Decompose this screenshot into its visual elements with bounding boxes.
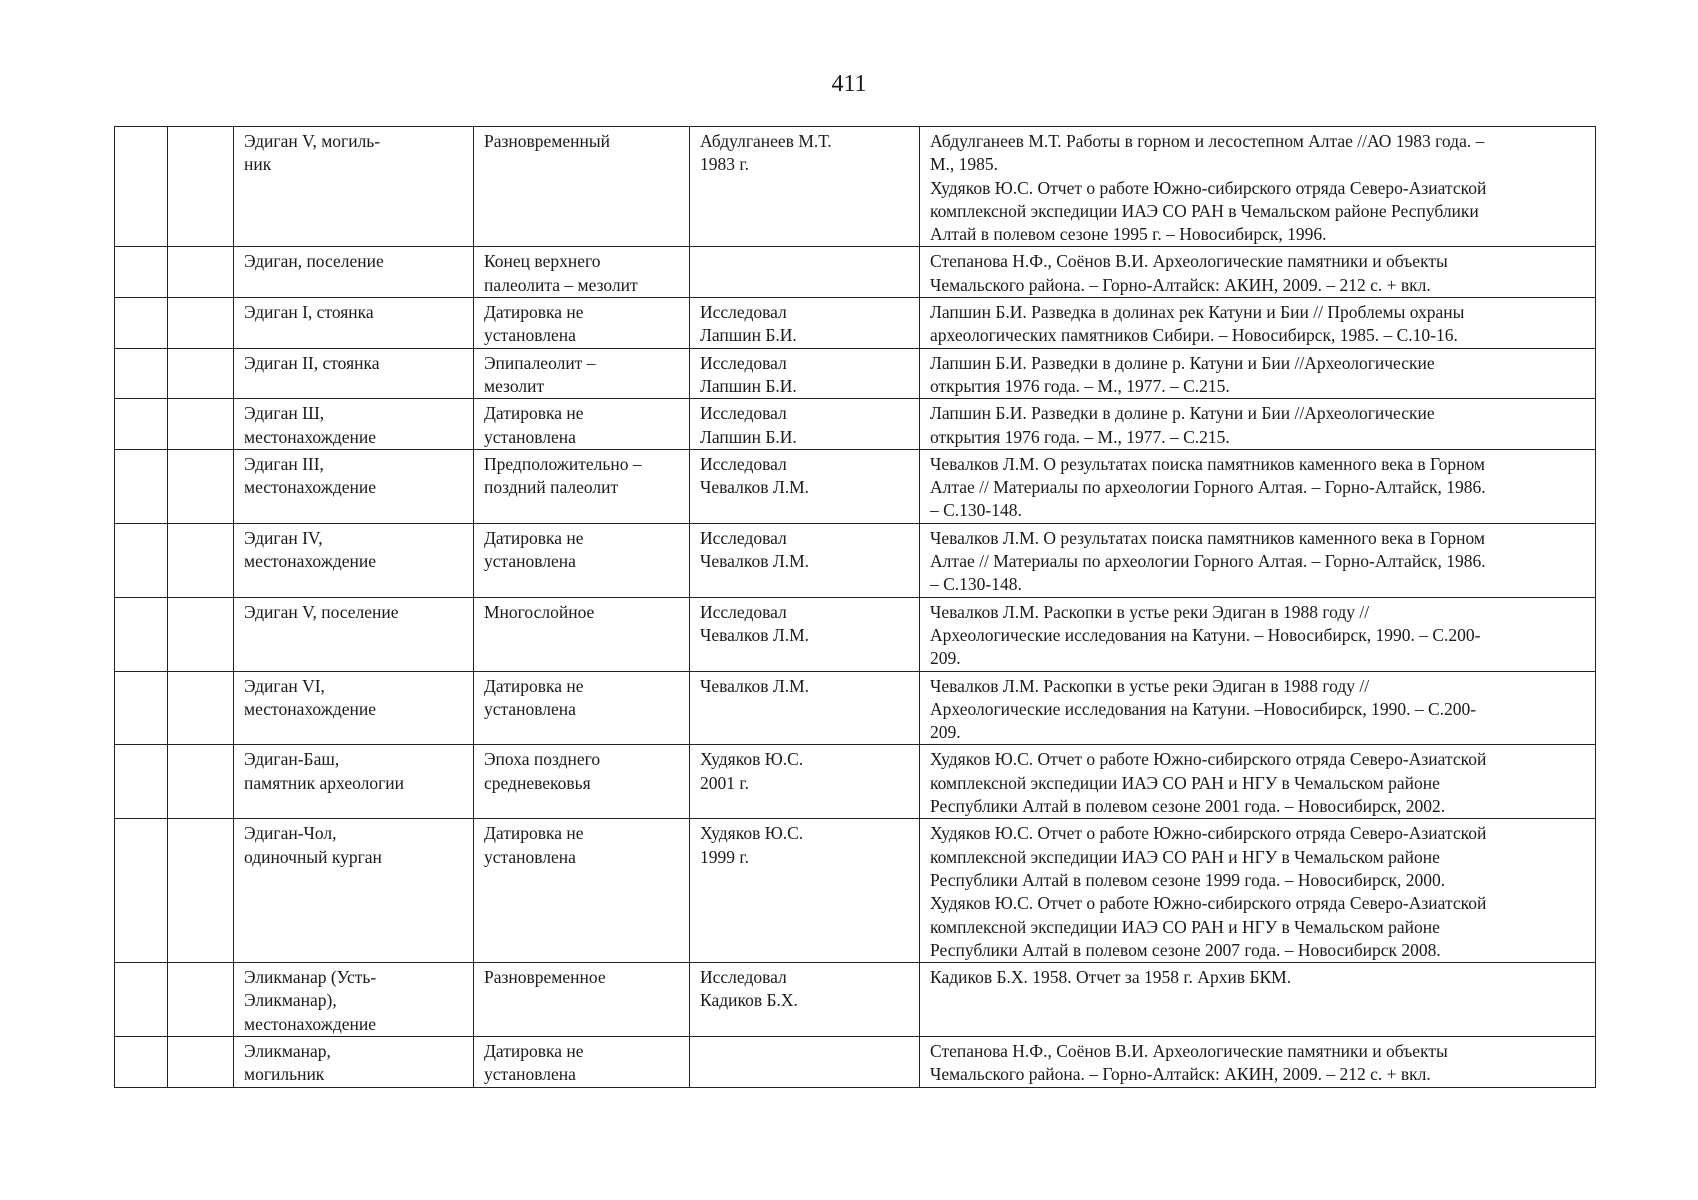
researcher-cell: [690, 348, 920, 399]
literature-line: Алтае // Материалы по археологии Горного Алтая. – Горно-Алтайск, 1986.: [930, 551, 1486, 572]
monument-name-cell: [234, 399, 474, 450]
index-cell: [168, 449, 234, 523]
dating-line: поздний палеолит: [484, 477, 619, 498]
dating-cell: [474, 127, 690, 247]
table-row: [115, 523, 1596, 597]
researcher-cell: [690, 671, 920, 745]
index-cell: [168, 745, 234, 819]
literature-line: 209.: [930, 722, 961, 743]
literature-line: Чевалков Л.М. О результатах поиска памятников каменного века в Горном: [930, 453, 1485, 474]
table-row: [115, 247, 1596, 298]
literature-cell: [920, 671, 1596, 745]
researcher-line: Чевалков Л.М.: [700, 551, 810, 572]
researcher-line: Лапшин Б.И.: [700, 375, 797, 396]
dating-cell: [474, 1036, 690, 1087]
researcher-line: Исследовал: [700, 527, 787, 548]
dating-line: установлена: [484, 325, 576, 346]
table-row: [115, 819, 1596, 963]
literature-line: Лапшин Б.И. Разведка в долинах рек Катуни и Бии // Проблемы охраны: [930, 302, 1465, 323]
literature-line: открытия 1976 года. – М., 1977. – С.215.: [930, 375, 1230, 396]
literature-cell: [920, 449, 1596, 523]
number-cell: [115, 348, 168, 399]
dating-line: установлена: [484, 551, 576, 572]
monument-name-line: Эдиган III,: [244, 453, 324, 474]
dating-line: палеолита – мезолит: [484, 274, 638, 295]
researcher-line: Худяков Ю.С.: [700, 823, 804, 844]
dating-cell: [474, 348, 690, 399]
index-cell: [168, 1036, 234, 1087]
monument-name-line: местонахождение: [244, 551, 377, 572]
literature-cell: [920, 597, 1596, 671]
monuments-table: [114, 126, 1596, 1088]
literature-cell: [920, 247, 1596, 298]
researcher-line: Чевалков Л.М.: [700, 477, 810, 498]
researcher-cell: [690, 247, 920, 298]
index-cell: [168, 298, 234, 349]
monument-name-line: местонахождение: [244, 1013, 377, 1034]
monument-name-cell: [234, 819, 474, 963]
dating-cell: [474, 671, 690, 745]
literature-line: М., 1985.: [930, 154, 999, 175]
number-cell: [115, 399, 168, 450]
researcher-cell: [690, 597, 920, 671]
dating-line: Разновременный: [484, 131, 611, 151]
monument-name-cell: [234, 745, 474, 819]
researcher-line: Худяков Ю.С.: [700, 749, 804, 770]
index-cell: [168, 819, 234, 963]
literature-cell: [920, 298, 1596, 349]
monument-name-cell: [234, 597, 474, 671]
dating-line: Разновременное: [484, 967, 606, 988]
dating-line: Датировка не: [484, 1040, 584, 1061]
literature-line: Лапшин Б.И. Разведки в долине р. Катуни и Бии //Археологические: [930, 352, 1435, 373]
researcher-line: Абдулганеев М.Т.: [700, 131, 832, 151]
dating-line: мезолит: [484, 375, 545, 396]
number-cell: [115, 247, 168, 298]
table-row: [115, 348, 1596, 399]
table-row: [115, 745, 1596, 819]
monument-name-line: Эдиган VI,: [244, 675, 325, 696]
dating-cell: [474, 819, 690, 963]
index-cell: [168, 399, 234, 450]
index-cell: [168, 127, 234, 247]
dating-line: установлена: [484, 426, 576, 447]
monument-name-line: памятник археологии: [244, 772, 405, 793]
monument-name-line: Эдиган Ш,: [244, 403, 325, 424]
researcher-line: Исследовал: [700, 453, 787, 474]
researcher-cell: [690, 819, 920, 963]
literature-line: комплексной экспедиции ИАЭ СО РАН и НГУ в Чемальском районе: [930, 916, 1440, 937]
monument-name-cell: [234, 348, 474, 399]
dating-cell: [474, 597, 690, 671]
dating-cell: [474, 523, 690, 597]
table-row: [115, 399, 1596, 450]
monument-name-line: одиночный курган: [244, 846, 382, 867]
number-cell: [115, 127, 168, 247]
dating-line: Датировка не: [484, 302, 584, 323]
researcher-line: Кадиков Б.Х.: [700, 990, 798, 1011]
index-cell: [168, 671, 234, 745]
monument-name-cell: [234, 963, 474, 1037]
monument-name-line: Эдиган-Чол,: [244, 823, 337, 844]
dating-line: Датировка не: [484, 823, 584, 844]
index-cell: [168, 597, 234, 671]
researcher-line: Исследовал: [700, 352, 787, 373]
monument-name-cell: [234, 247, 474, 298]
literature-line: – С.130-148.: [930, 574, 1022, 595]
researcher-cell: [690, 523, 920, 597]
dating-cell: [474, 298, 690, 349]
literature-line: Кадиков Б.Х. 1958. Отчет за 1958 г. Архив БКМ.: [930, 967, 1292, 988]
literature-line: Степанова Н.Ф., Соёнов В.И. Археологические памятники и объекты: [930, 251, 1448, 272]
dating-line: Многослойное: [484, 601, 595, 622]
monument-name-cell: [234, 1036, 474, 1087]
monument-name-line: Эдиган I, стоянка: [244, 302, 374, 323]
dating-cell: [474, 247, 690, 298]
researcher-cell: [690, 127, 920, 247]
literature-line: Чевалков Л.М. Раскопки в устье реки Эдиган в 1988 году //: [930, 675, 1370, 696]
researcher-cell: [690, 298, 920, 349]
researcher-line: Исследовал: [700, 302, 787, 323]
monument-name-line: Эдиган V, могиль-: [244, 131, 381, 151]
literature-line: Чемальского района. – Горно-Алтайск: АКИН, 2009. – 212 с. + вкл.: [930, 1064, 1431, 1085]
literature-line: Худяков Ю.С. Отчет о работе Южно-сибирского отряда Северо-Азиатской: [930, 893, 1487, 914]
dating-cell: [474, 449, 690, 523]
dating-line: средневековья: [484, 772, 591, 793]
dating-line: Конец верхнего: [484, 251, 601, 272]
literature-line: 209.: [930, 648, 961, 669]
literature-cell: [920, 127, 1596, 247]
dating-line: Датировка не: [484, 675, 584, 696]
number-cell: [115, 963, 168, 1037]
literature-line: Чемальского района. – Горно-Алтайск: АКИН, 2009. – 212 с. + вкл.: [930, 274, 1431, 295]
literature-line: Алтае // Материалы по археологии Горного Алтая. – Горно-Алтайск, 1986.: [930, 477, 1486, 498]
literature-cell: [920, 348, 1596, 399]
researcher-line: Лапшин Б.И.: [700, 426, 797, 447]
table-row: [115, 597, 1596, 671]
table-row: [115, 127, 1596, 247]
table-body: [115, 127, 1596, 1088]
literature-cell: [920, 819, 1596, 963]
number-cell: [115, 819, 168, 963]
literature-cell: [920, 963, 1596, 1037]
monument-name-line: местонахождение: [244, 426, 377, 447]
researcher-line: Исследовал: [700, 967, 787, 988]
page-number: 411: [831, 71, 867, 97]
literature-line: Археологические исследования на Катуни. – Новосибирск, 1990. – С.200-: [930, 624, 1481, 645]
researcher-line: Исследовал: [700, 403, 787, 424]
researcher-cell: [690, 963, 920, 1037]
dating-cell: [474, 399, 690, 450]
literature-line: Алтай в полевом сезоне 1995 г. – Новосибирск, 1996.: [930, 224, 1327, 245]
monument-name-line: местонахождение: [244, 698, 377, 719]
monument-name-line: Эдиган II, стоянка: [244, 352, 380, 373]
dating-line: Датировка не: [484, 527, 584, 548]
dating-cell: [474, 963, 690, 1037]
number-cell: [115, 449, 168, 523]
literature-line: Республики Алтай в полевом сезоне 2007 года. – Новосибирск 2008.: [930, 939, 1441, 960]
number-cell: [115, 523, 168, 597]
researcher-cell: [690, 745, 920, 819]
dating-line: установлена: [484, 846, 576, 867]
researcher-cell: [690, 449, 920, 523]
number-cell: [115, 671, 168, 745]
monument-name-line: могильник: [244, 1064, 325, 1085]
monument-name-line: местонахождение: [244, 477, 377, 498]
dating-line: установлена: [484, 698, 576, 719]
number-cell: [115, 1036, 168, 1087]
dating-cell: [474, 745, 690, 819]
literature-line: комплексной экспедиции ИАЭ СО РАН в Чемальском районе Республики: [930, 200, 1479, 221]
researcher-cell: [690, 399, 920, 450]
index-cell: [168, 963, 234, 1037]
researcher-line: Чевалков Л.М.: [700, 675, 810, 696]
literature-line: – С.130-148.: [930, 500, 1022, 521]
literature-line: Абдулганеев М.Т. Работы в горном и лесостепном Алтае //АО 1983 года. –: [930, 131, 1485, 151]
monument-name-cell: [234, 671, 474, 745]
literature-line: Степанова Н.Ф., Соёнов В.И. Археологические памятники и объекты: [930, 1040, 1448, 1061]
index-cell: [168, 523, 234, 597]
literature-line: археологических памятников Сибири. – Новосибирск, 1985. – С.10-16.: [930, 325, 1458, 346]
literature-cell: [920, 1036, 1596, 1087]
researcher-cell: [690, 1036, 920, 1087]
monument-name-cell: [234, 298, 474, 349]
table-row: [115, 298, 1596, 349]
monument-name-line: Эдиган IV,: [244, 527, 323, 548]
literature-line: Худяков Ю.С. Отчет о работе Южно-сибирского отряда Северо-Азиатской: [930, 749, 1487, 770]
monument-name-line: Эдиган V, поселение: [244, 601, 399, 622]
monument-name-cell: [234, 449, 474, 523]
monument-name-line: Эликманар,: [244, 1040, 331, 1061]
table-row: [115, 1036, 1596, 1087]
literature-line: Худяков Ю.С. Отчет о работе Южно-сибирского отряда Северо-Азиатской: [930, 177, 1487, 198]
dating-line: Датировка не: [484, 403, 584, 424]
number-cell: [115, 597, 168, 671]
literature-line: открытия 1976 года. – М., 1977. – С.215.: [930, 426, 1230, 447]
researcher-line: Лапшин Б.И.: [700, 325, 797, 346]
literature-cell: [920, 399, 1596, 450]
monument-name-line: ник: [244, 154, 272, 175]
literature-line: Республики Алтай в полевом сезоне 1999 года. – Новосибирск, 2000.: [930, 869, 1446, 890]
monument-name-line: Эликманар (Усть-: [244, 967, 377, 988]
researcher-line: Чевалков Л.М.: [700, 624, 810, 645]
literature-cell: [920, 523, 1596, 597]
literature-line: комплексной экспедиции ИАЭ СО РАН и НГУ в Чемальском районе: [930, 772, 1440, 793]
index-cell: [168, 247, 234, 298]
literature-cell: [920, 745, 1596, 819]
researcher-line: 2001 г.: [700, 772, 749, 793]
dating-line: Эпоха позднего: [484, 749, 601, 770]
index-cell: [168, 348, 234, 399]
literature-line: Археологические исследования на Катуни. –Новосибирск, 1990. – С.200-: [930, 698, 1477, 719]
literature-line: Лапшин Б.И. Разведки в долине р. Катуни и Бии //Археологические: [930, 403, 1435, 424]
dating-line: Предположительно –: [484, 453, 642, 474]
monument-name-line: Эдиган, поселение: [244, 251, 384, 272]
monument-name-line: Эликманар),: [244, 990, 337, 1011]
monument-name-cell: [234, 523, 474, 597]
dating-line: Эпипалеолит –: [484, 352, 596, 373]
literature-line: комплексной экспедиции ИАЭ СО РАН и НГУ в Чемальском районе: [930, 846, 1440, 867]
literature-line: Республики Алтай в полевом сезоне 2001 года. – Новосибирск, 2002.: [930, 796, 1446, 817]
literature-line: Чевалков Л.М. Раскопки в устье реки Эдиган в 1988 году //: [930, 601, 1370, 622]
table-row: [115, 963, 1596, 1037]
literature-line: Чевалков Л.М. О результатах поиска памятников каменного века в Горном: [930, 527, 1485, 548]
monument-name-line: Эдиган-Баш,: [244, 749, 340, 770]
number-cell: [115, 298, 168, 349]
table-row: [115, 671, 1596, 745]
table-row: [115, 449, 1596, 523]
dating-line: установлена: [484, 1064, 576, 1085]
researcher-line: Исследовал: [700, 601, 787, 622]
literature-line: Худяков Ю.С. Отчет о работе Южно-сибирского отряда Северо-Азиатской: [930, 823, 1487, 844]
monument-name-cell: [234, 127, 474, 247]
researcher-line: 1999 г.: [700, 846, 749, 867]
researcher-line: 1983 г.: [700, 154, 749, 175]
number-cell: [115, 745, 168, 819]
